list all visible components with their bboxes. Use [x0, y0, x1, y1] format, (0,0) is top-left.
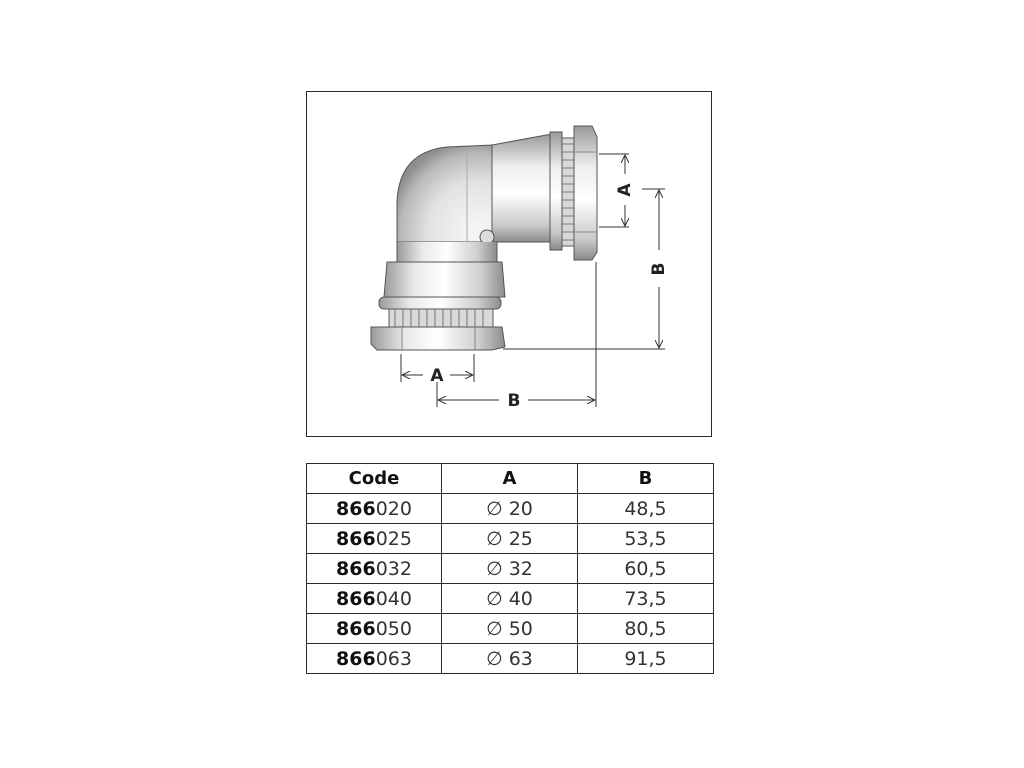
code-prefix: 866 — [336, 647, 376, 670]
cell-code — [307, 644, 442, 674]
cell-a: ∅ 20 — [442, 494, 578, 524]
cell-b: 60,5 — [578, 554, 714, 584]
table-row — [307, 524, 714, 554]
cell-b: 48,5 — [578, 494, 714, 524]
cell-a: ∅ 25 — [442, 524, 578, 554]
table-header-row — [307, 464, 714, 494]
technical-drawing-frame — [306, 91, 712, 437]
code-prefix: 866 — [336, 617, 376, 640]
cell-code — [307, 554, 442, 584]
table-row — [307, 584, 714, 614]
cell-a: ∅ 40 — [442, 584, 578, 614]
dim-label-a-horizontal: A — [430, 366, 444, 386]
right-outlet — [550, 126, 597, 260]
code-prefix: 866 — [336, 557, 376, 580]
cell-b: 80,5 — [578, 614, 714, 644]
table-row — [307, 494, 714, 524]
dim-label-b-horizontal: B — [507, 391, 521, 411]
code-prefix: 866 — [336, 527, 376, 550]
code-suffix: 032 — [375, 557, 412, 580]
dim-label-a-vertical: A — [615, 183, 635, 197]
table-row — [307, 644, 714, 674]
table-row — [307, 554, 714, 584]
cell-a: ∅ 50 — [442, 614, 578, 644]
header-b: B — [578, 464, 714, 494]
lower-body — [371, 262, 505, 350]
code-suffix: 040 — [375, 587, 412, 610]
cell-code — [307, 584, 442, 614]
cell-b: 73,5 — [578, 584, 714, 614]
code-suffix: 050 — [375, 617, 412, 640]
cell-code — [307, 524, 442, 554]
header-code: Code — [307, 464, 442, 494]
cell-a: ∅ 32 — [442, 554, 578, 584]
cell-a: ∅ 63 — [442, 644, 578, 674]
code-prefix: 866 — [336, 497, 376, 520]
elbow-body — [397, 134, 552, 262]
dimensions-table — [306, 463, 714, 674]
code-prefix: 866 — [336, 587, 376, 610]
code-suffix: 020 — [375, 497, 412, 520]
elbow-fitting-drawing — [307, 92, 713, 438]
cell-b: 91,5 — [578, 644, 714, 674]
cell-code — [307, 494, 442, 524]
header-a: A — [442, 464, 578, 494]
dim-label-b-vertical: B — [649, 262, 669, 276]
code-suffix: 025 — [375, 527, 412, 550]
table-row — [307, 614, 714, 644]
cell-b: 53,5 — [578, 524, 714, 554]
cell-code — [307, 614, 442, 644]
code-suffix: 063 — [375, 647, 412, 670]
